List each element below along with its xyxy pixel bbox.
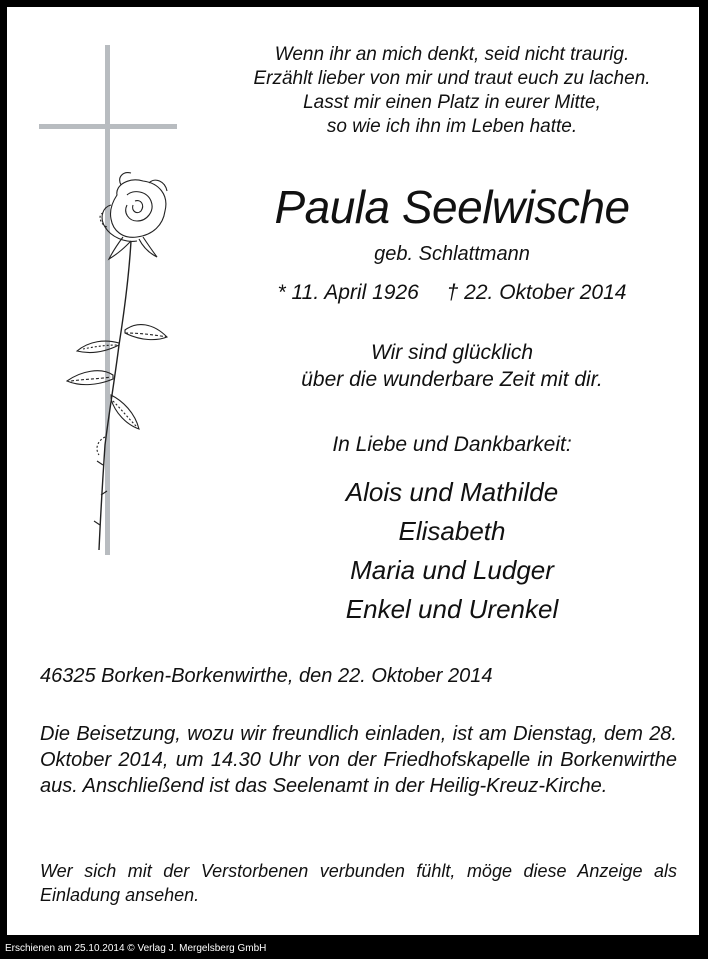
note-text: Wer sich mit der Verstorbenen verbunden fühlt, möge diese Anzeige als Einladung ansehen.: [40, 861, 677, 905]
love-line: In Liebe und Dankbarkeit:: [332, 433, 572, 456]
thanks-line: über die wunderbare Zeit mit dir.: [301, 368, 603, 391]
family-member: Maria und Ludger: [350, 555, 554, 585]
thanks-line: Wir sind glücklich: [370, 341, 534, 364]
life-dates: [212, 279, 692, 307]
family-member: Alois und Mathilde: [345, 477, 559, 507]
family-member: Elisabeth: [398, 516, 506, 546]
poem-line: Erzählt lieber von mir und traut euch zu lachen.: [253, 68, 651, 89]
death-date: † 22. Oktober 2014: [446, 281, 627, 304]
cross-icon: [39, 45, 177, 555]
publication-footer: Erschienen am 25.10.2014 © Verlag J. Mergelsberg GmbH: [5, 943, 267, 954]
maiden-name: geb. Schlattmann: [374, 243, 530, 265]
cross-rose-artwork: [37, 45, 197, 565]
deceased-name: Paula Seelwische: [274, 181, 630, 233]
poem-line: so wie ich ihn im Leben hatte.: [326, 116, 578, 137]
rose-icon: [67, 173, 167, 550]
thanks-text: [212, 339, 692, 393]
poem-line: Lasst mir einen Platz in eurer Mitte,: [303, 92, 601, 113]
family-list: [212, 473, 692, 629]
funeral-text: Die Beisetzung, wozu wir freundlich einladen, ist am Dienstag, dem 28. Oktober 2014, um 14.30 Uhr von der Friedhofskapelle in Borkenwirthe aus. Anschließend ist das Seelenamt in der Heilig-Kreuz-Kirche.: [40, 723, 677, 797]
birth-date: * 11. April 1926: [277, 281, 419, 304]
family-member: Enkel und Urenkel: [345, 594, 559, 624]
obituary-card: [7, 7, 699, 935]
poem-line: Wenn ihr an mich denkt, seid nicht traurig.: [274, 44, 630, 65]
poem: [217, 43, 687, 139]
place-date: 46325 Borken-Borkenwirthe, den 22. Oktober 2014: [40, 665, 493, 687]
